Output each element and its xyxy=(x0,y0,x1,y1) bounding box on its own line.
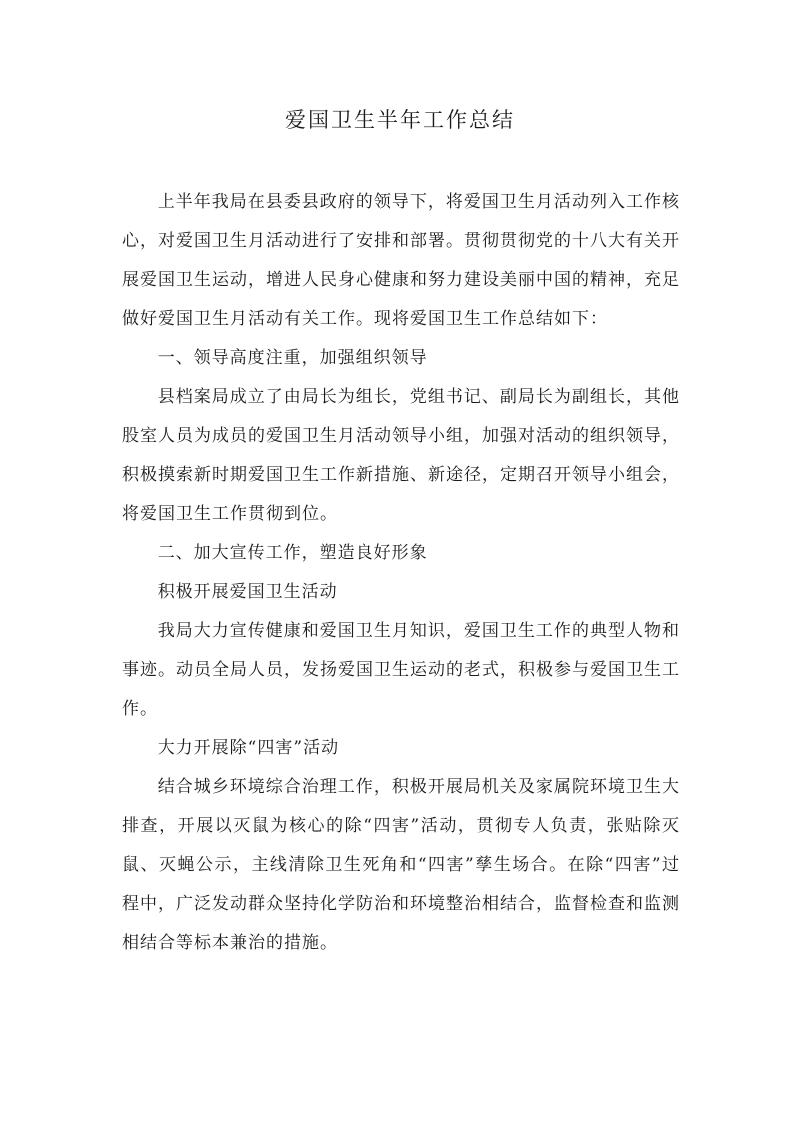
intro-paragraph: 上半年我局在县委县政府的领导下，将爱国卫生月活动列入工作核心，对爱国卫生月活动进行了安排和部署。贯彻贯彻党的十八大有关开展爱国卫生运动，增进人民身心健康和努力建设美丽中国的精神，充足做好爱国卫生月活动有关工作。现将爱国卫生工作总结如下： xyxy=(122,192,680,329)
document-body xyxy=(122,183,680,963)
section-1-paragraph: 县档案局成立了由局长为组长，党组书记、副局长为副组长，其他股室人员为成员的爱国卫生月活动领导小组，加强对活动的组织领导，积极摸索新时期爱国卫生工作新措施、新途径，定期召开领导小组会，将爱国卫生工作贯彻到位。 xyxy=(122,387,680,524)
section-1-heading: 一、领导高度注重，加强组织领导 xyxy=(157,348,428,368)
section-2-heading: 二、加大宣传工作，塑造良好形象 xyxy=(157,543,428,563)
subsection-1-paragraph: 我局大力宣传健康和爱国卫生月知识，爱国卫生工作的典型人物和事迹。动员全局人员，发扬爱国卫生运动的老式，积极参与爱国卫生工作。 xyxy=(122,621,680,719)
subsection-2-paragraph: 结合城乡环境综合治理工作，积极开展局机关及家属院环境卫生大排查，开展以灭鼠为核心的除“四害”活动，贯彻专人负责，张贴除灭鼠、灭蝇公示，主线清除卫生死角和“四害”孳生场合。在除“四害”过程中，广泛发动群众坚持化学防治和环境整治相结合，监督检查和监测相结合等标本兼治的措施。 xyxy=(122,777,680,953)
subsection-2-heading: 大力开展除“四害”活动 xyxy=(157,738,340,758)
document-title: 爱国卫生半年工作总结 xyxy=(285,108,515,132)
subsection-1-heading: 积极开展爱国卫生活动 xyxy=(157,582,338,602)
